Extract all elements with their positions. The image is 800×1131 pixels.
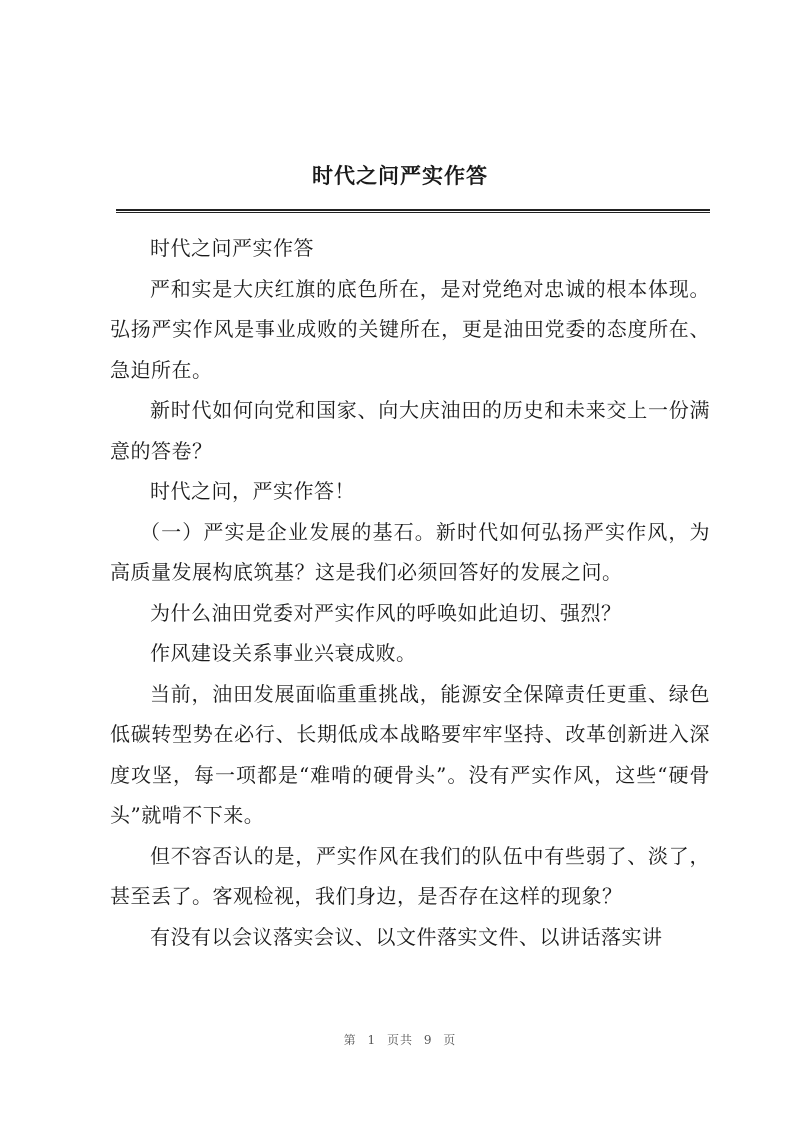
footer-label-end: 页 <box>443 1033 457 1047</box>
paragraph: 时代之问严实作答 <box>150 236 314 260</box>
paragraph: 作风建设关系事业兴衰成败。 <box>150 641 417 665</box>
paragraph: 为什么油田党委对严实作风的呼唤如此迫切、强烈？ <box>150 600 622 625</box>
page-number-footer <box>0 1031 800 1048</box>
footer-label-total: 页共 <box>386 1033 413 1047</box>
title-divider <box>116 209 710 213</box>
footer-current-page: 1 <box>367 1033 377 1047</box>
paragraph: 当前，油田发展面临重重挑战，能源安全保障责任更重、绿色低碳转型势在必行、长期低成本战略要牢牢坚持、改革创新进入深度攻坚，每一项都是“难啃的硬骨头”。没有严实作风，这些“硬骨头”就啃不下来。 <box>110 681 710 827</box>
paragraph: 但不容否认的是，严实作风在我们的队伍中有些弱了、淡了，甚至丢了。客观检视，我们身边，是否存在这样的现象？ <box>110 843 710 908</box>
footer-total-pages: 9 <box>423 1033 433 1047</box>
paragraph: 新时代如何向党和国家、向大庆油田的历史和未来交上一份满意的答卷？ <box>110 398 710 463</box>
document-body <box>110 228 710 957</box>
document-title: 时代之问严实作答 <box>312 163 488 188</box>
paragraph: （一）严实是企业发展的基石。新时代如何弘扬严实作风，为高质量发展构底筑基？这是我们必须回答好的发展之问。 <box>110 519 710 584</box>
footer-label-page: 第 <box>343 1033 357 1047</box>
paragraph: 严和实是大庆红旗的底色所在，是对党绝对忠诚的根本体现。弘扬严实作风是事业成败的关键所在，更是油田党委的态度所在、急迫所在。 <box>110 276 710 382</box>
paragraph: 时代之问，严实作答！ <box>150 479 355 503</box>
paragraph: 有没有以会议落实会议、以文件落实文件、以讲话落实讲 <box>150 924 663 949</box>
